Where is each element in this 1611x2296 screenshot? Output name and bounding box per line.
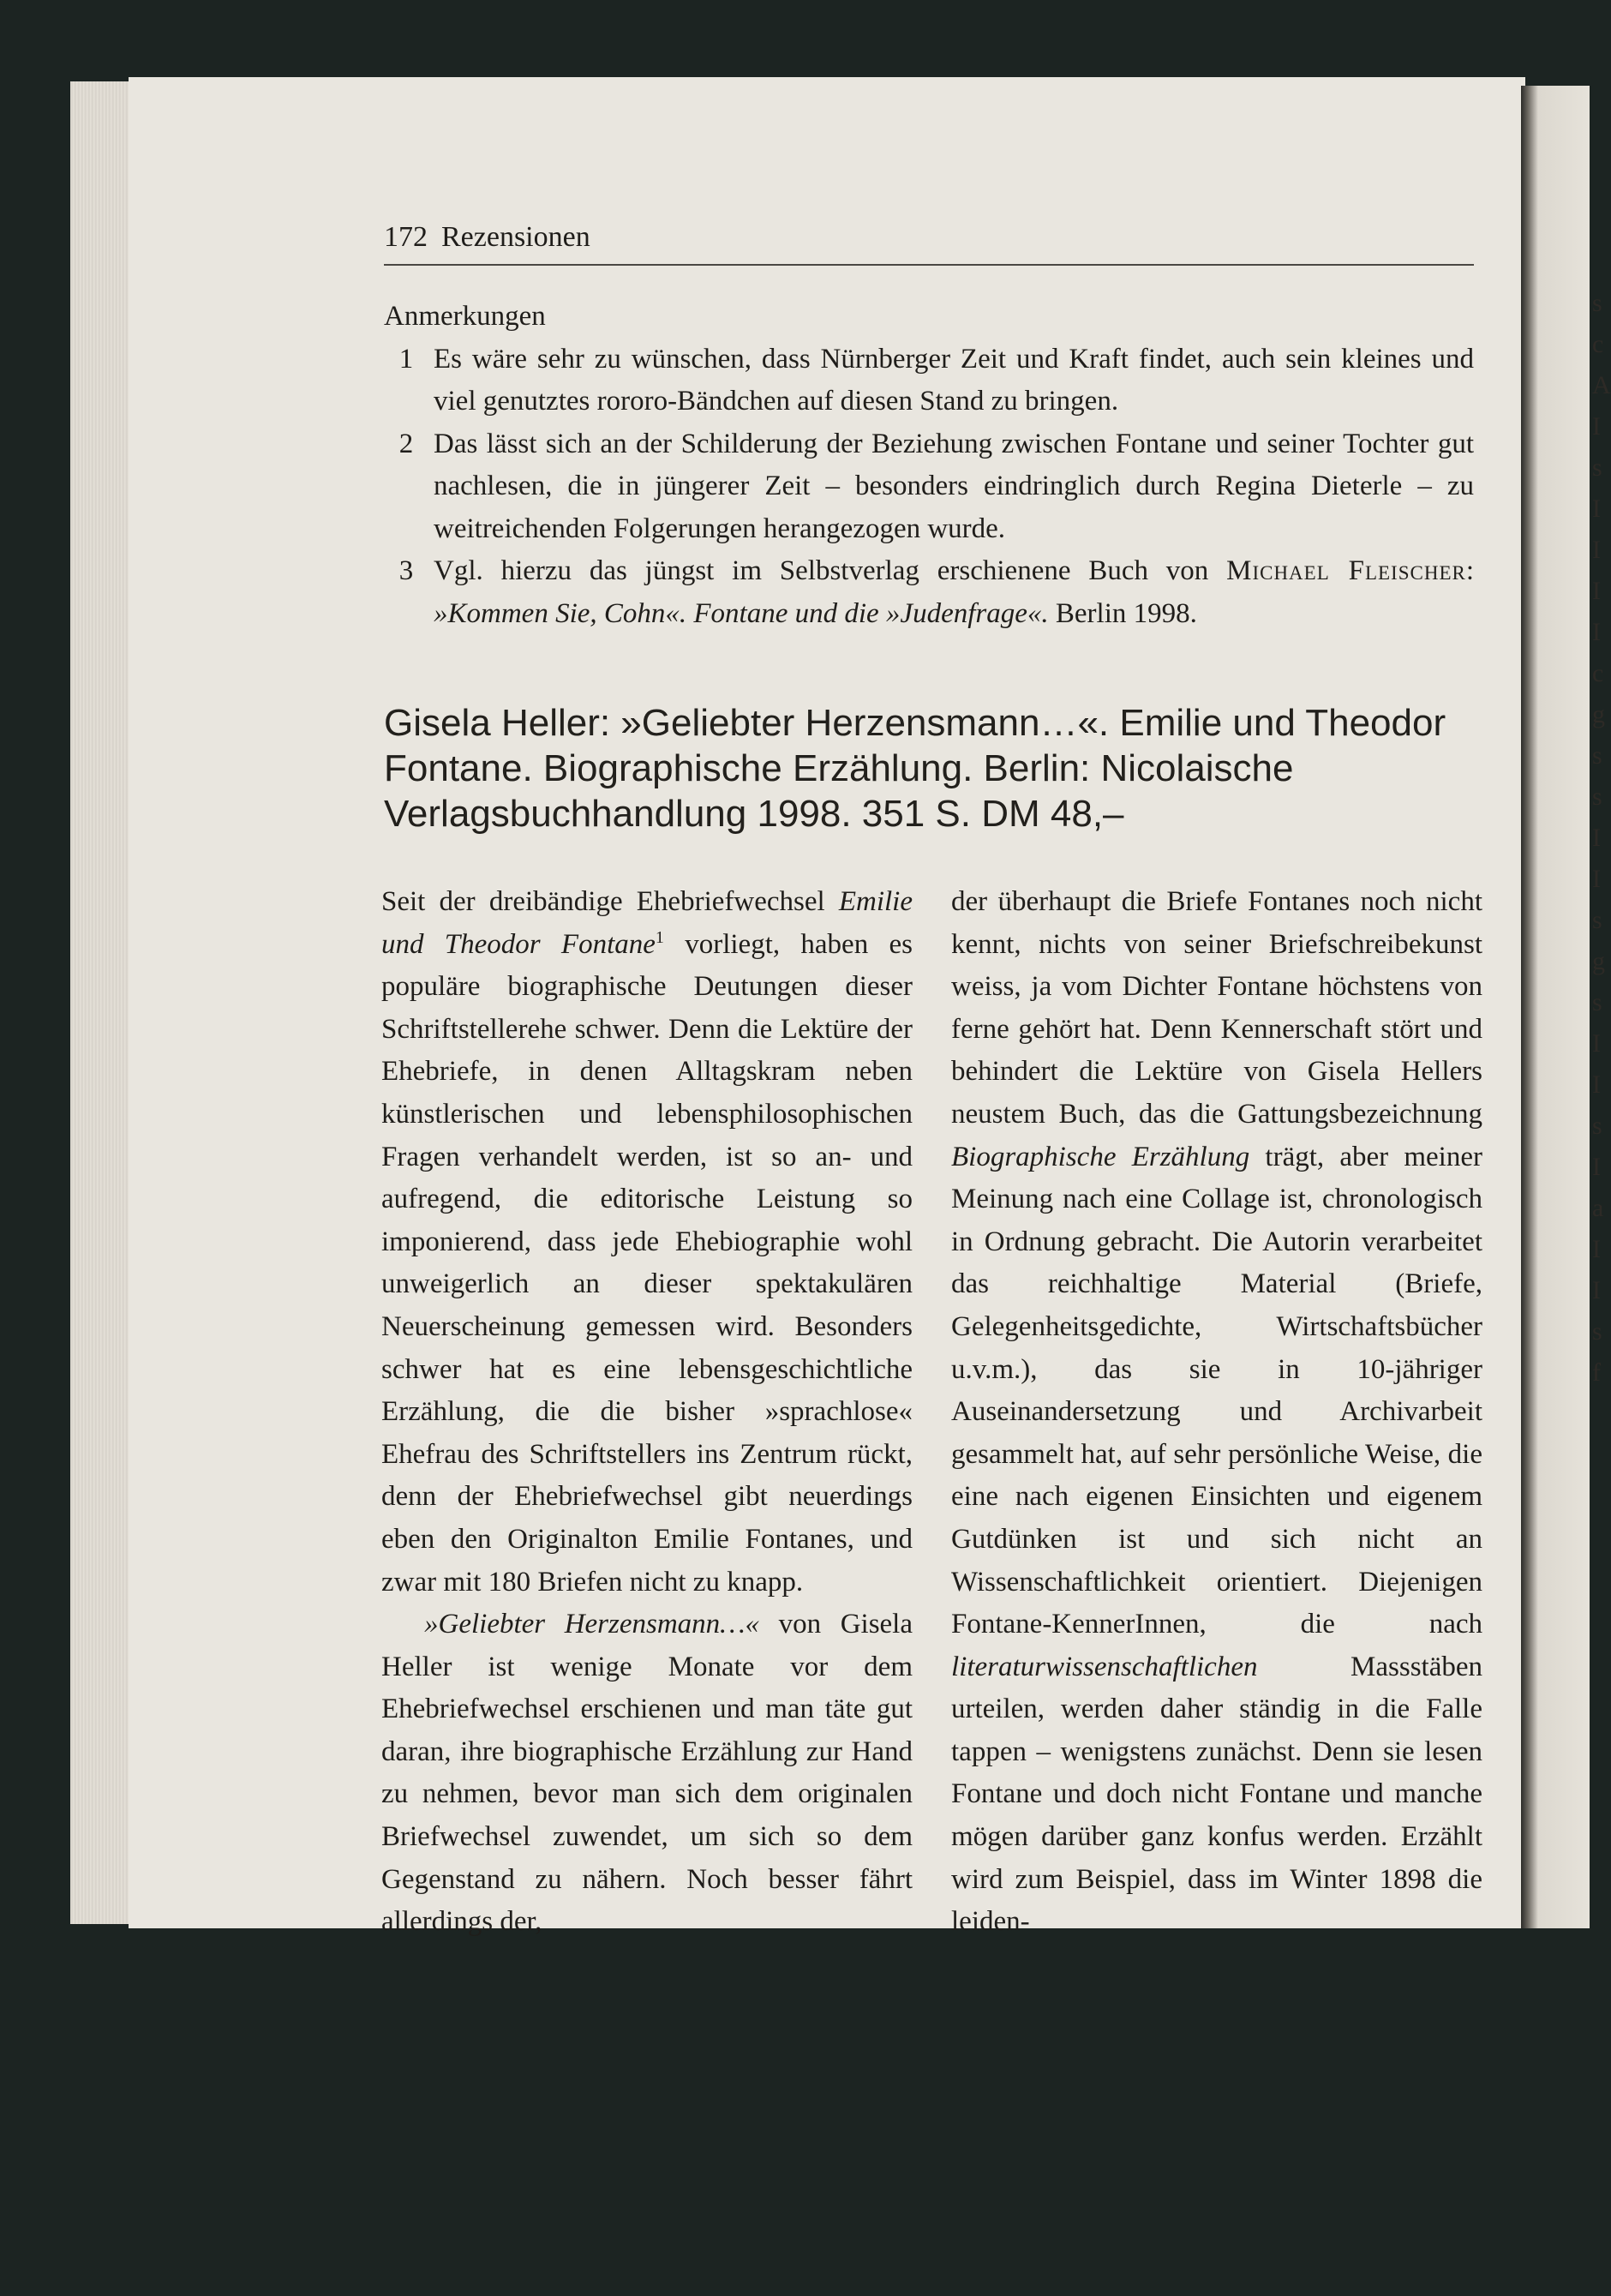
note-number: 1 <box>398 343 414 375</box>
running-header <box>384 221 1474 266</box>
note-text: Das lässt sich an der Schilderung der Beziehung zwischen Fontane und seiner Tochter gut nachlesen, die in jüngerer Zeit – besonders eindringlich durch Regina Dieterle – zu weitreichenden Folgerungen herangezogen wurde. <box>434 428 1474 544</box>
text-column-right <box>951 881 1482 1944</box>
note-number: 2 <box>398 428 414 459</box>
next-page-edge <box>1521 86 1590 1928</box>
paragraph: »Geliebter Herzensmann…« von Gisela Heller ist wenige Monate vor dem Ehebriefwechsel erschienen und man täte gut daran, ihre biographische Erzählung zur Hand zu nehmen, bevor man sich dem originalen Briefwechsel zuwendet, um sich so dem Gegenstand zu nähern. Noch besser fährt allerdings der, <box>381 1609 913 1938</box>
note-number: 3 <box>398 555 414 586</box>
note-1 <box>384 339 1474 423</box>
next-page-fragment: s c A I s I I I I c g s s I I s g s I I s I a I I s f <box>1592 289 1611 1387</box>
note-text: Vgl. hierzu das jüngst im Selbstverlag erschienene Buch von Michael Fleischer: »Kommen Sie, Cohn«. Fontane und die »Judenfrage«. Berlin 1998. <box>434 555 1475 629</box>
footnotes <box>384 296 1474 635</box>
notes-heading: Anmerkungen <box>384 301 546 332</box>
paragraph: Seit der dreibändige Ehebriefwechsel Emilie und Theodor Fontane$^1$ vorliegt, haben es populäre biographische Deutungen dieser Schriftstellerehe schwer. Denn die Lektüre der Ehebriefe, in denen Alltagskram neben künstlerischen und lebensphilosophischen Fragen verhandelt werden, ist so an- und aufregend, die editorische Leistung so imponierend, dass jede Ehebiographie wohl unweigerlich an dieser spektakulären Neuerscheinung gemessen wird. Besonders schwer hat es eine lebensgeschichtliche Erzählung, die die bisher »sprachlose« Ehefrau des Schriftstellers ins Zentrum rückt, denn der Ehebriefwechsel gibt neuerdings eben den Originalton Emilie Fontanes, und zwar mit 180 Briefen nicht zu knapp. <box>381 886 913 1598</box>
note-2 <box>384 423 1474 551</box>
work-title: »Kommen Sie, Cohn«. Fontane und die »Judenfrage«. <box>434 597 1049 629</box>
paragraph: der überhaupt die Briefe Fontanes noch nicht kennt, nichts von seiner Briefschreibekunst weiss, ja vom Dichter Fontane höchstens von ferne gehört hat. Denn Kennerschaft stört und behindert die Lektüre von Gisela Hellers neustem Buch, das die Gattungsbezeichnung Biographische Erzählung trägt, aber meiner Meinung nach eine Collage ist, chronologisch in Ordnung gebracht. Die Autorin verarbeitet das reichhaltige Material (Briefe, Gelegenheitsgedichte, Wirtschaftsbücher u.v.m.), das sie in 10-jähriger Auseinandersetzung und Archivarbeit gesammelt hat, auf sehr persönliche Weise, die eine nach eigenen Einsichten und eigenem Gutdünken ist und sich nicht an Wissenschaftlichkeit orientiert. Diejenigen Fontane-KennerInnen, die nach literaturwissenschaftlichen Massstäben urteilen, werden daher ständig in die Falle tappen – wenigstens zunächst. Denn sie lesen Fontane und doch nicht Fontane und manche mögen darüber ganz konfus werden. Erzählt wird zum Beispiel, dass im Winter 1898 die leiden- <box>951 886 1482 1938</box>
section-title: Rezensionen <box>441 221 590 253</box>
author-name: Michael Fleischer <box>1226 555 1466 586</box>
footnote-ref: 1 <box>655 927 664 947</box>
note-text: Es wäre sehr zu wünschen, dass Nürnberger Zeit und Kraft findet, auch sein kleines und viel genutztes rororo-Bändchen auf diesen Stand zu bringen. <box>434 343 1474 417</box>
review-title: Gisela Heller: »Geliebter Herzensmann…«. Emilie und Theodor Fontane. Biographische Erzählung. Berlin: Nicolaische Verlagsbuchhandlung 1998. 351 S. DM 48,– <box>384 702 1446 835</box>
note-3 <box>384 550 1474 635</box>
page-number: 172 <box>384 221 428 253</box>
text-column-left <box>381 881 913 1944</box>
